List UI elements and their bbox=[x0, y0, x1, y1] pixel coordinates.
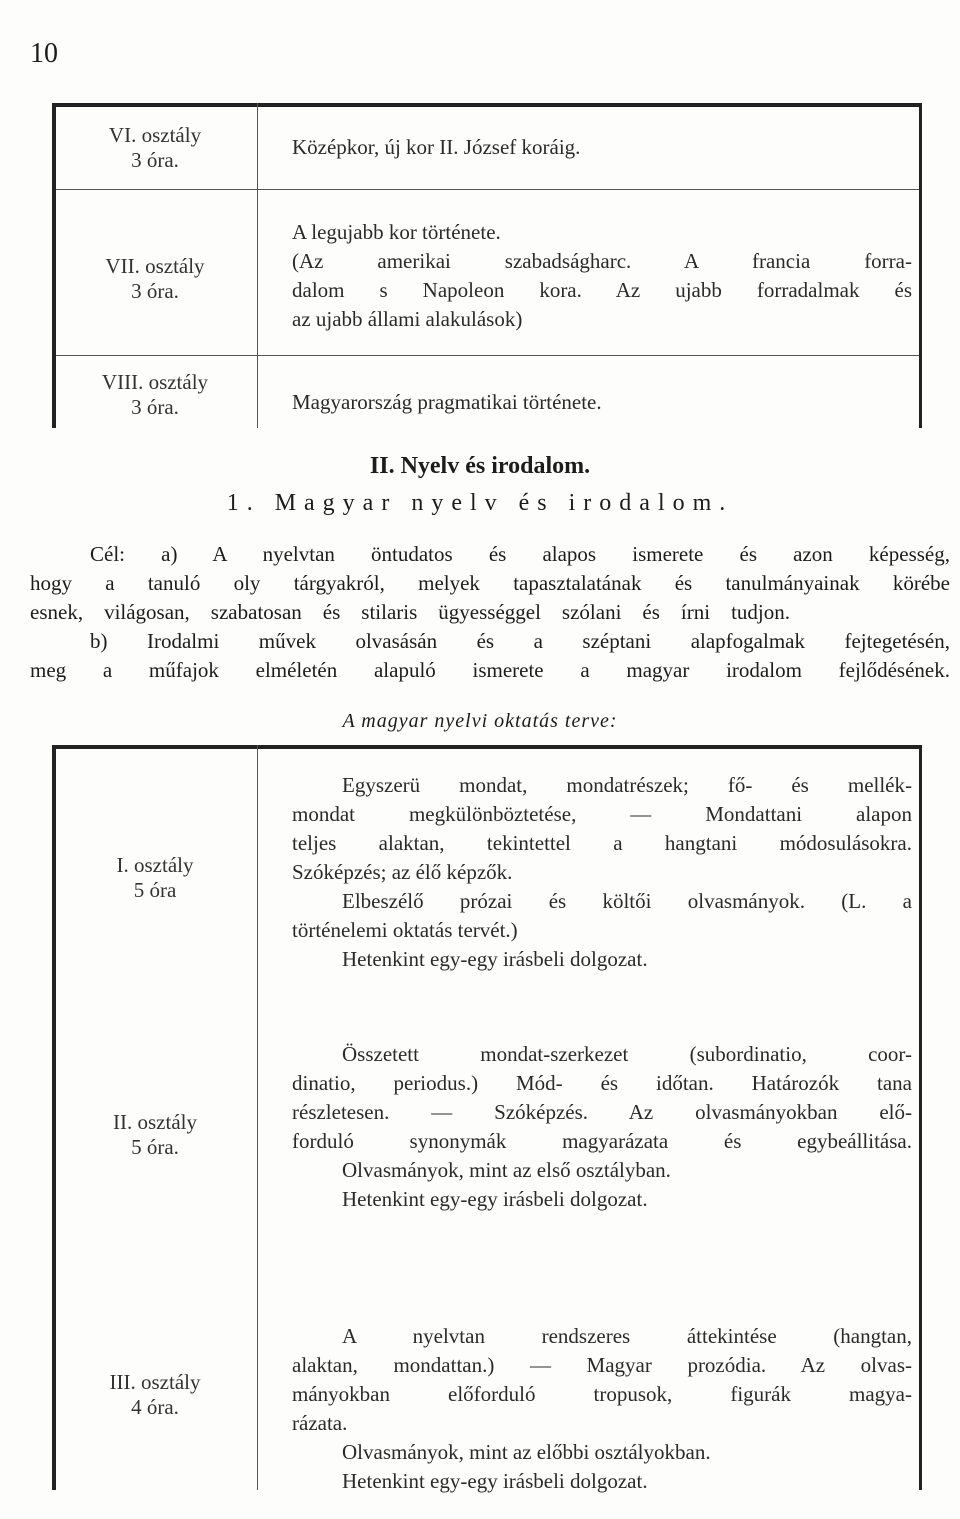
text-line: Cél: a) A nyelvtan öntudatos és alapos ismerete és azon képesség, bbox=[90, 542, 950, 566]
content-line: Középkor, új kor II. József koráig. bbox=[292, 135, 581, 159]
class-name: I. osztály bbox=[116, 853, 194, 877]
row-content bbox=[292, 771, 912, 974]
class-name: VII. osztály bbox=[105, 254, 205, 278]
text-line: b) Irodalmi művek olvasásán és a széptani alapfogalmak fejtegetésén, bbox=[90, 629, 950, 653]
content-line: rázata. bbox=[292, 1411, 348, 1435]
content-line: Összetett mondat-szerkezet (subordinatio, coor- bbox=[342, 1042, 912, 1066]
text-line: meg a műfajok elméletén alapuló ismerete a magyar irodalom fejlődésének. bbox=[30, 658, 950, 682]
page-number: 10 bbox=[30, 38, 58, 69]
table-row bbox=[52, 1010, 922, 1250]
content-line: forduló synonymák magyarázata és egybeállitása. bbox=[292, 1129, 912, 1153]
content-line: (Az amerikai szabadságharc. A francia forra- bbox=[292, 249, 912, 273]
text-line: esnek, világosan, szabatosan és stilaris ügyességgel szólani és írni tudjon. bbox=[30, 600, 790, 624]
content-line: Hetenkint egy-egy irásbeli dolgozat. bbox=[342, 1469, 648, 1493]
class-hours: 3 óra. bbox=[131, 395, 179, 419]
class-label bbox=[60, 853, 250, 903]
content-line: Magyarország pragmatikai története. bbox=[292, 390, 602, 414]
class-label bbox=[60, 123, 250, 173]
table-row bbox=[52, 103, 922, 189]
class-hours: 3 óra. bbox=[131, 148, 179, 172]
content-line: Hetenkint egy-egy irásbeli dolgozat. bbox=[342, 947, 648, 971]
content-line: dinatio, periodus.) Mód- és időtan. Határozók tana bbox=[292, 1071, 912, 1095]
row-content bbox=[292, 1322, 912, 1496]
table-row bbox=[52, 190, 922, 355]
class-name: VIII. osztály bbox=[101, 370, 209, 394]
content-line: A nyelvtan rendszeres áttekintése (hangtan, bbox=[342, 1324, 912, 1348]
class-hours: 3 óra. bbox=[131, 279, 179, 303]
content-line: Elbeszélő prózai és költői olvasmányok. (L. a bbox=[342, 889, 912, 913]
content-line: Egyszerü mondat, mondatrészek; fő- és mellék- bbox=[342, 773, 912, 797]
table-row bbox=[52, 1250, 922, 1493]
class-name: VI. osztály bbox=[108, 123, 202, 147]
content-line: Olvasmányok, mint az első osztályban. bbox=[342, 1158, 671, 1182]
row-content bbox=[292, 218, 912, 334]
content-line: mondat megkülönböztetése, — Mondattani alapon bbox=[292, 802, 912, 826]
class-hours: 4 óra. bbox=[131, 1395, 179, 1419]
content-line: dalom s Napoleon kora. Az ujabb forradalmak és bbox=[292, 278, 912, 302]
language-table bbox=[52, 745, 922, 1493]
class-hours: 5 óra bbox=[133, 878, 177, 902]
row-content bbox=[292, 388, 912, 417]
goal-text bbox=[30, 540, 950, 685]
row-content bbox=[292, 133, 912, 162]
history-table bbox=[52, 103, 922, 428]
subsection-heading: 1. Magyar nyelv és irodalom. bbox=[226, 490, 734, 516]
class-label bbox=[60, 370, 250, 420]
section-heading: II. Nyelv és irodalom. bbox=[369, 453, 591, 479]
content-line: az ujabb állami alakulások) bbox=[292, 307, 523, 331]
class-label bbox=[60, 254, 250, 304]
content-line: Olvasmányok, mint az előbbi osztályokban. bbox=[342, 1440, 711, 1464]
table-row bbox=[52, 745, 922, 1010]
content-line: Hetenkint egy-egy irásbeli dolgozat. bbox=[342, 1187, 648, 1211]
content-line: alaktan, mondattan.) — Magyar prozódia. Az olvas- bbox=[292, 1353, 912, 1377]
content-line: részletesen. — Szóképzés. Az olvasmányokban elő- bbox=[292, 1100, 912, 1124]
content-line: teljes alaktan, tekintettel a hangtani módosulásokra. bbox=[292, 831, 912, 855]
content-line: A legujabb kor története. bbox=[292, 220, 501, 244]
content-line: mányokban előforduló tropusok, figurák magya- bbox=[292, 1382, 912, 1406]
class-label bbox=[60, 1110, 250, 1160]
class-hours: 5 óra. bbox=[131, 1135, 179, 1159]
class-label bbox=[60, 1370, 250, 1420]
row-content bbox=[292, 1040, 912, 1214]
plan-heading: A magyar nyelvi oktatás terve: bbox=[342, 710, 618, 732]
text-line: hogy a tanuló oly tárgyakról, melyek tapasztalatának és tanulmányainak körébe bbox=[30, 571, 950, 595]
class-name: III. osztály bbox=[109, 1370, 201, 1394]
content-line: Szóképzés; az élő képzők. bbox=[292, 860, 513, 884]
table-row bbox=[52, 356, 922, 428]
content-line: történelemi oktatás tervét.) bbox=[292, 918, 518, 942]
class-name: II. osztály bbox=[113, 1110, 197, 1134]
